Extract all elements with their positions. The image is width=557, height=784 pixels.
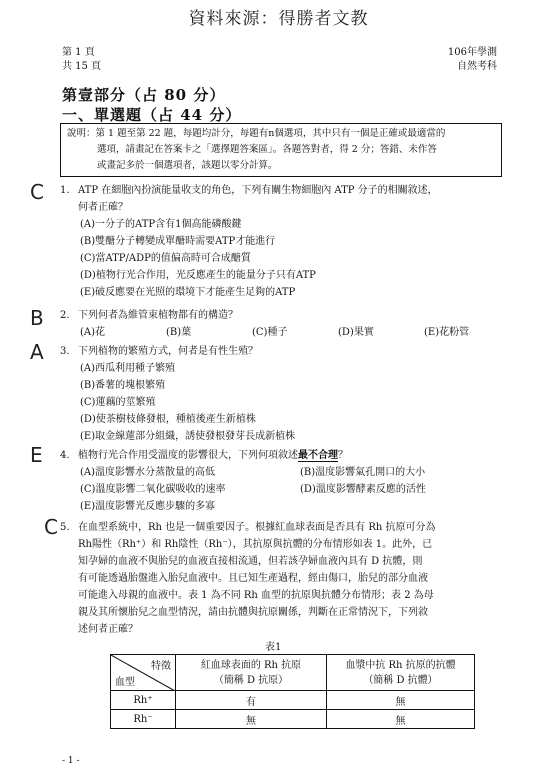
option: (A)花: [80, 327, 106, 338]
option: (E)溫度影響光反應步驟的多寡: [80, 501, 216, 512]
header-line: 紅血球表面的 Rh 抗原: [200, 659, 302, 671]
option-row: [80, 464, 510, 481]
part-title: 第壹部分（占 80 分）: [62, 86, 226, 104]
question-2: [60, 307, 510, 341]
option: (A)一分子的ATP含有1個高能磷酸鍵: [80, 219, 242, 230]
question-number: 5.: [60, 522, 70, 533]
option: (B)雙醣分子轉變成單醣時需要ATP才能進行: [80, 236, 276, 247]
subject: 自然考科: [457, 61, 497, 72]
stem-line: 親及其所懷胎兒之血型情況，請由抗體與抗原關係，判斷在正常情況下，下列敘: [78, 607, 428, 618]
question-number: 3.: [60, 346, 70, 357]
question-number: 2.: [60, 310, 70, 321]
header-line: 血漿中抗 Rh 抗原的抗體: [345, 659, 456, 671]
instruction-box: [60, 123, 502, 177]
blood-type-cell: Rh⁺: [111, 691, 176, 710]
stem-line: 知孕婦的血液不與胎兒的血液直接相流通，但若該孕婦血液內具有 D 抗體，則: [78, 556, 423, 567]
stem-emphasis: 最不合理: [298, 450, 338, 461]
page-number: 第 1 頁: [62, 47, 95, 58]
question-stem: 下列何者為維管束植物都有的構造？: [78, 310, 238, 321]
option: (D)溫度影響酵素反應的活性: [300, 484, 426, 495]
instruction-line: 選項，請畫記在答案卡之「選擇題答案區」。各題答對者，得 2 分；答錯、未作答: [97, 144, 437, 155]
stem-text: 植物行光合作用受溫度的影響很大，下列何項敘述: [78, 450, 298, 461]
option: (A)溫度影響水分蒸散量的高低: [80, 467, 216, 478]
table-row: [111, 691, 475, 710]
page-footer: - 1 -: [62, 756, 80, 766]
handwritten-answer: C: [44, 515, 58, 539]
table-header-antigen: [176, 655, 327, 691]
handwritten-answer: A: [30, 340, 44, 364]
option: (E)取金線蓮部分組織，誘使發根發芽長成新植株: [80, 431, 296, 442]
table-corner-cell: [111, 655, 176, 691]
option: (B)葉: [166, 327, 192, 338]
option: (C)溫度影響二氧化碳吸收的速率: [80, 484, 226, 495]
option: (D)植物行光合作用，光反應產生的能量分子只有ATP: [80, 270, 316, 281]
source-note: 資料來源：得勝者文教: [188, 9, 369, 29]
option: (C)蓮藕的莖繁殖: [80, 397, 156, 408]
stem-line: 有可能透過胎盤進入胎兒血液中。且已知生產過程，經由傷口，胎兒的部分血液: [78, 573, 428, 584]
total-pages: 共 15 頁: [62, 61, 102, 72]
table-row: [111, 710, 475, 729]
antibody-cell: 無: [327, 691, 475, 710]
table-rh-blood-type: [110, 654, 475, 729]
question-stem: [78, 182, 510, 216]
section-title: 一、單選題（占 44 分）: [62, 106, 242, 124]
option: (C)當ATP/ADP的值偏高時可合成醣質: [80, 253, 251, 264]
question-stem: [78, 447, 510, 464]
exam-year: 106年學測: [447, 47, 497, 58]
option: (E)花粉管: [424, 327, 470, 338]
stem-line: Rh陽性（Rh⁺）和 Rh陰性（Rh⁻），其抗原與抗體的分布情形如表 1。此外，已: [78, 539, 433, 550]
stem-line: 何者正確？: [78, 202, 128, 213]
page-header-right: [448, 46, 497, 74]
option: (C)種子: [252, 327, 288, 338]
handwritten-answer: B: [30, 306, 44, 330]
question-stem: [78, 519, 512, 638]
handwritten-answer: E: [30, 443, 43, 467]
corner-type-label: 血型: [115, 677, 135, 688]
instruction-line: 或畫記多於一個選項者，該題以零分計算。: [97, 160, 278, 171]
option-row: [80, 324, 510, 341]
stem-text: ？: [338, 450, 348, 461]
question-number: 1.: [60, 185, 70, 196]
stem-line: 述何者正確？: [78, 624, 138, 635]
header-line: （簡稱 D 抗原）: [213, 674, 289, 686]
antigen-cell: 無: [176, 710, 327, 729]
page-header-left: [62, 46, 101, 74]
option: (B)溫度影響氣孔開口的大小: [300, 467, 426, 478]
antibody-cell: 無: [327, 710, 475, 729]
question-3: [60, 343, 510, 445]
blood-type-cell: Rh⁻: [111, 710, 176, 729]
question-number: 4.: [60, 450, 70, 461]
corner-feature-label: 特徵: [151, 661, 171, 672]
question-4: [60, 447, 510, 515]
option: (A)西瓜利用種子繁殖: [80, 363, 176, 374]
instruction-line: 說明：第 1 題至第 22 題，每題均計分，每題有n個選項，其中只有一個是正確或最適當的: [67, 128, 446, 139]
header-line: （簡稱 D 抗體）: [363, 674, 438, 686]
option: (D)果實: [338, 327, 374, 338]
option: (E)破反應要在光照的環境下才能產生足夠的ATP: [80, 287, 296, 298]
option-row: [80, 481, 510, 498]
table-header-antibody: [327, 655, 475, 691]
option: (D)使茶樹枝條發根，種植後產生新植株: [80, 414, 256, 425]
stem-line: 在血型系統中，Rh 也是一個重要因子。根據紅血球表面是否具有 Rh 抗原可分為: [78, 522, 436, 533]
question-stem: 下列植物的繁殖方式，何者是有性生殖？: [78, 346, 258, 357]
handwritten-answer: C: [30, 180, 44, 204]
question-5: [60, 519, 512, 638]
option: (B)番薯的塊根繁殖: [80, 380, 166, 391]
antigen-cell: 有: [176, 691, 327, 710]
stem-line: 可能進入母親的血液中。表 1 為不同 Rh 血型的抗原與抗體分布情形；表 2 為母: [78, 590, 434, 601]
stem-line: ATP 在細胞內扮演能量收支的角色，下列有關生物細胞內 ATP 分子的相關敘述，: [78, 185, 438, 196]
table-caption: 表1: [265, 642, 282, 653]
question-1: [60, 182, 510, 301]
